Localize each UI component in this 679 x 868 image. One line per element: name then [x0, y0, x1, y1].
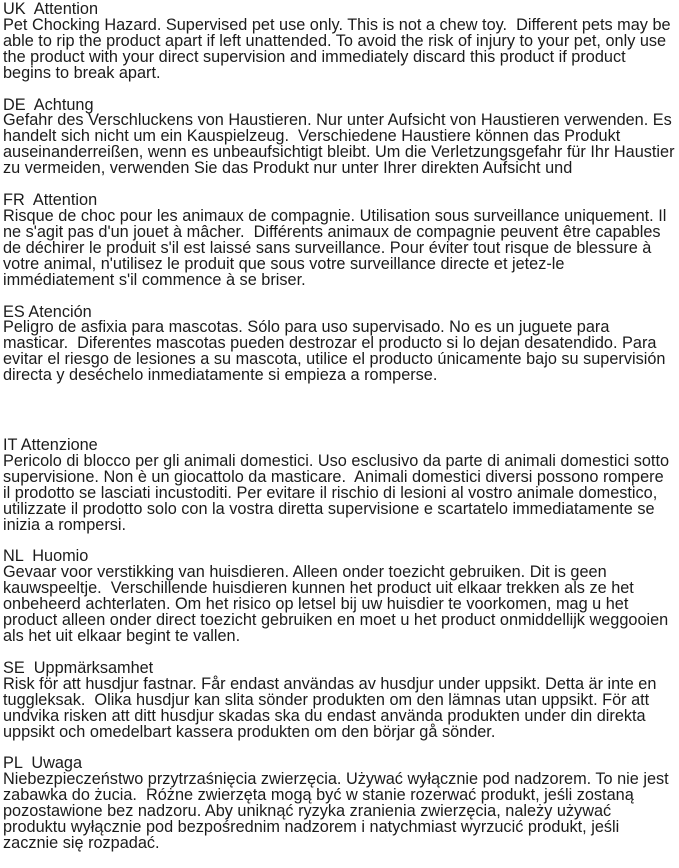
warning-section-de: [3, 95, 679, 178]
warning-section-uk: [3, 2, 675, 82]
warning-section-nl: [3, 549, 675, 644]
section-heading-it: IT Attenzione: [3, 436, 98, 455]
section-body-de: Gefahr des Verschluckens von Haustieren. Nur unter Aufsicht von Haustieren verwenden. Es handelt sich nicht um ein Kauspielzeug. Verschiedene Haustiere können das Produkt auseinanderreißen, wenn es unbeaufsichtigt bleibt. Um die Verletzungsgefahr für Ihr Haustier zu vermeiden, verwenden Sie das Produkt nur unter Ihrer direkten Aufsicht und: [3, 111, 679, 178]
section-body-es: Peligro de asfixia para mascotas. Sólo para uso supervisado. No es un juguete para masticar. Diferentes mascotas pueden destrozar el producto si lo dejan desatendido. Para evitar el riesgo de lesiones a su mascota, utilice el producto únicamente bajo su supervisión directa y deséchelo inmediatamente si empieza a romperse.: [3, 318, 670, 385]
section-heading-nl: NL Huomio: [3, 547, 89, 566]
section-body-it: Pericolo di blocco per gli animali domestici. Uso esclusivo da parte di animali domestici sotto supervisione. Non è un giocattolo da masticare. Animali domestici diversi possono rompere il prodotto se lasciati incustoditi. Per evitare il rischio di lesioni al vostro animale domestico, utilizzate il prodotto solo con la vostra diretta supervisione e scartatelo immediatamente se inizia a rompersi.: [3, 451, 674, 534]
section-heading-de: DE Achtung: [3, 95, 94, 114]
warning-section-se: [3, 658, 675, 741]
warning-section-it: [3, 438, 675, 533]
section-heading-es: ES Atención: [3, 302, 92, 321]
section-heading-pl: PL Uwaga: [3, 754, 83, 773]
section-body-pl: Niebezpieczeństwo przytrzaśnięcia zwierzęcia. Używać wyłącznie pod nadzorem. To nie jest zabawka do żucia. Różne zwierzęta mogą być w stanie rozerwać produkt, jeśli zostaną pozostawione bez nadzoru. Aby uniknąć ryzyka zranienia zwierzęcia, należy używać produktu wyłącznie pod bezpośrednim nadzorem i natychmiast wyrzucić produkt, jeśli zacznie się rozpadać.: [3, 770, 674, 852]
section-heading-fr: FR Attention: [3, 191, 98, 210]
section-body-se: Risk för att husdjur fastnar. Får endast användas av husdjur under uppsikt. Detta är inte en tuggleksak. Olika husdjur kan slita sönder produkten om den lämnas utan uppsikt. För att undvika risken att ditt husdjur skadas ska du endast använda produkten under din direkta uppsikt och omedelbart kassera produkten om den börjar gå sönder.: [3, 674, 661, 741]
section-heading-se: SE Uppmärksamhet: [3, 658, 154, 677]
warning-section-fr: [3, 193, 675, 288]
section-heading-uk: UK Attention: [3, 0, 99, 18]
section-body-fr: Risque de choc pour les animaux de compagnie. Utilisation sous surveillance uniquement. Il ne s'agit pas d'un jouet à mâcher. Différents animaux de compagnie peuvent être capables de déchirer le produit s'il est laissé sans surveillance. Pour éviter tout risque de blessure à votre animal, n'utilisez le produit que sous votre surveillance directe et jetez-le immédiatement s'il commence à se briser.: [3, 206, 671, 289]
warning-section-pl: [3, 756, 675, 851]
section-body-uk: Pet Chocking Hazard. Supervised pet use only. This is not a chew toy. Different pets may be able to rip the product apart if left unattended. To avoid the risk of injury to your pet, only use the product with your direct supervision and immediately discard this product if product begins to break apart.: [3, 15, 676, 82]
warning-section-es: [3, 302, 675, 385]
section-body-nl: Gevaar voor verstikking van huisdieren. Alleen onder toezicht gebruiken. Dit is geen kauwspeeltje. Verschillende huisdieren kunnen het product uit elkaar trekken als ze het onbeheerd achterlaten. Om het risico op letsel bij uw huisdier te voorkomen, mag u het product alleen onder direct toezicht gebruiken en moet u het product onmiddellijk weggooien als het uit elkaar begint te vallen.: [3, 563, 673, 645]
